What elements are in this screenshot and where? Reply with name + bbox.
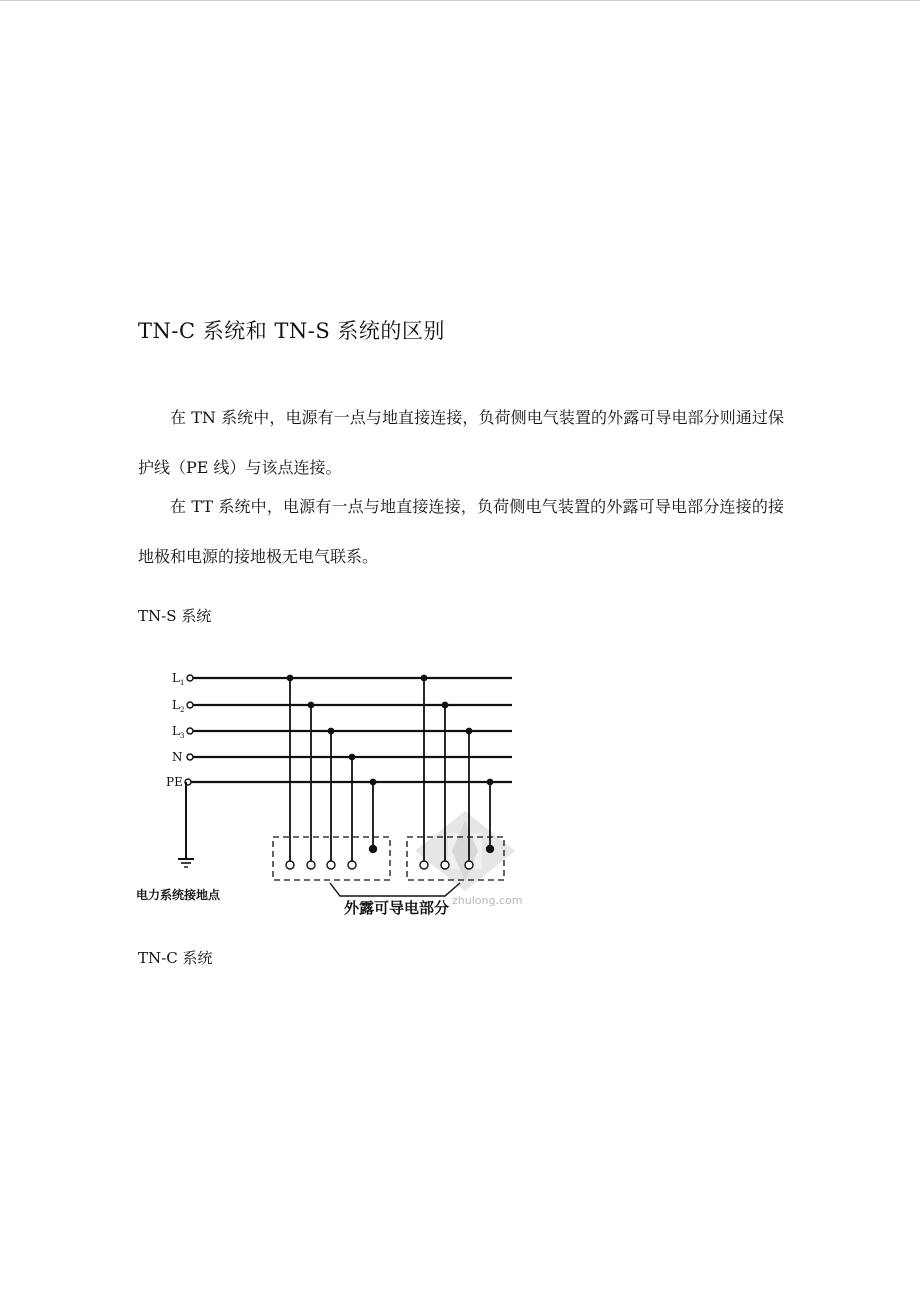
line-label-n: N — [172, 750, 183, 764]
tn-s-wiring-diagram — [130, 661, 530, 916]
terminal-l3 — [187, 728, 193, 734]
bus-lines — [190, 678, 512, 782]
watermark-text: zhulong.com — [452, 894, 523, 907]
paragraph-tt-system: 在 TT 系统中，电源有一点与地直接连接，负荷侧电气装置的外露可导电部分连接的接地极和电源的接地极无电气联系。 — [138, 497, 784, 566]
line-label-pe: PE — [166, 775, 183, 789]
exposed-conductive-parts-label: 外露可导电部分 — [344, 899, 450, 916]
diagram-svg — [130, 661, 530, 916]
terminal-l1 — [187, 675, 193, 681]
equipment-terminals — [286, 861, 473, 869]
line-label-l3: $L_3$ — [172, 724, 185, 740]
paragraph-tn-system: 在 TN 系统中，电源有一点与地直接连接，负荷侧电气装置的外露可导电部分则通过保护线（PE 线）与该点连接。 — [138, 408, 784, 477]
terminal-l2 — [187, 702, 193, 708]
ground-symbol-icon — [178, 782, 194, 867]
watermark-logo-icon — [415, 811, 515, 891]
line-label-l1: $L_1$ — [172, 671, 185, 687]
terminal-circles — [185, 675, 193, 785]
line-label-l2: $L_2$ — [172, 698, 185, 714]
section-heading-tn-c: TN-C 系统 — [138, 949, 213, 967]
ground-point-label: 电力系统接地点 — [136, 888, 221, 902]
terminal-n — [187, 754, 193, 760]
group-brace — [330, 883, 460, 896]
page-title: TN-C 系统和 TN-S 系统的区别 — [138, 319, 445, 343]
section-heading-tn-s: TN-S 系统 — [138, 607, 212, 625]
